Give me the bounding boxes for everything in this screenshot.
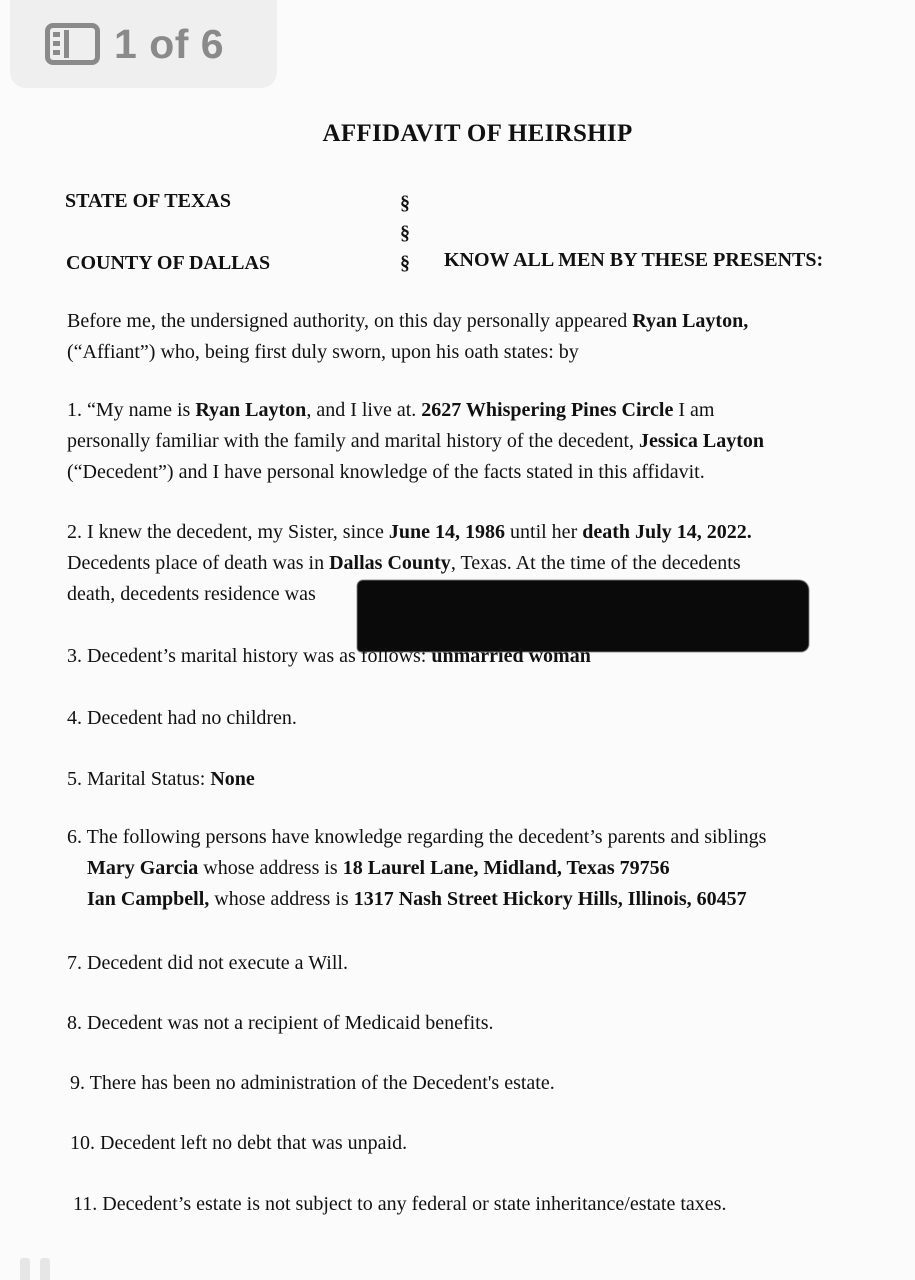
- section-symbol: §: [400, 222, 410, 244]
- state-label: STATE OF TEXAS: [65, 190, 231, 212]
- county-label: COUNTY OF DALLAS: [66, 252, 271, 274]
- item-4: 4. Decedent had no children.: [67, 707, 297, 729]
- item-2: 2. I knew the decedent, my Sister, since June 14, 1986 until her death July 14, 2022. Decedents place of death was in Dallas County, Texas. At the time of the decedents death, decedents residence was: [67, 521, 752, 605]
- section-symbol: §: [400, 192, 410, 214]
- intro-paragraph: Before me, the undersigned authority, on this day personally appeared Ryan Layton, (“Affiant”) who, being first duly sworn, upon his oath states: by: [67, 310, 749, 363]
- section-symbol: §: [400, 252, 410, 274]
- item-10: 10. Decedent left no debt that was unpaid.: [70, 1132, 408, 1154]
- pause-icon[interactable]: [20, 1258, 30, 1280]
- item-9: 9. There has been no administration of the Decedent's estate.: [70, 1072, 555, 1094]
- presents-label: KNOW ALL MEN BY THESE PRESENTS:: [444, 249, 824, 271]
- item-6: 6. The following persons have knowledge regarding the decedent’s parents and siblings Mary Garcia whose address is 18 Laurel Lane, Midland, Texas 79756 Ian Campbell, whose address is 1317 Nash Street Hickory Hills, Illinois, 60457: [67, 826, 767, 910]
- item-1: 1. “My name is Ryan Layton, and I live at. 2627 Whispering Pines Circle I am personally familiar with the family and marital history of the decedent, Jessica Layton (“Decedent”) and I have personal knowledge of the facts stated in this affidavit.: [67, 399, 765, 483]
- item-8: 8. Decedent was not a recipient of Medicaid benefits.: [67, 1012, 494, 1034]
- item-3: 3. Decedent’s marital history was as follows: unmarried woman: [67, 645, 591, 667]
- item-7: 7. Decedent did not execute a Will.: [67, 952, 348, 974]
- page-count: 1 of 6: [114, 20, 225, 67]
- item-5: 5. Marital Status: None: [67, 768, 255, 790]
- item-11: 11. Decedent’s estate is not subject to any federal or state inheritance/estate taxes.: [73, 1193, 727, 1215]
- document-title: AFFIDAVIT OF HEIRSHIP: [322, 120, 633, 147]
